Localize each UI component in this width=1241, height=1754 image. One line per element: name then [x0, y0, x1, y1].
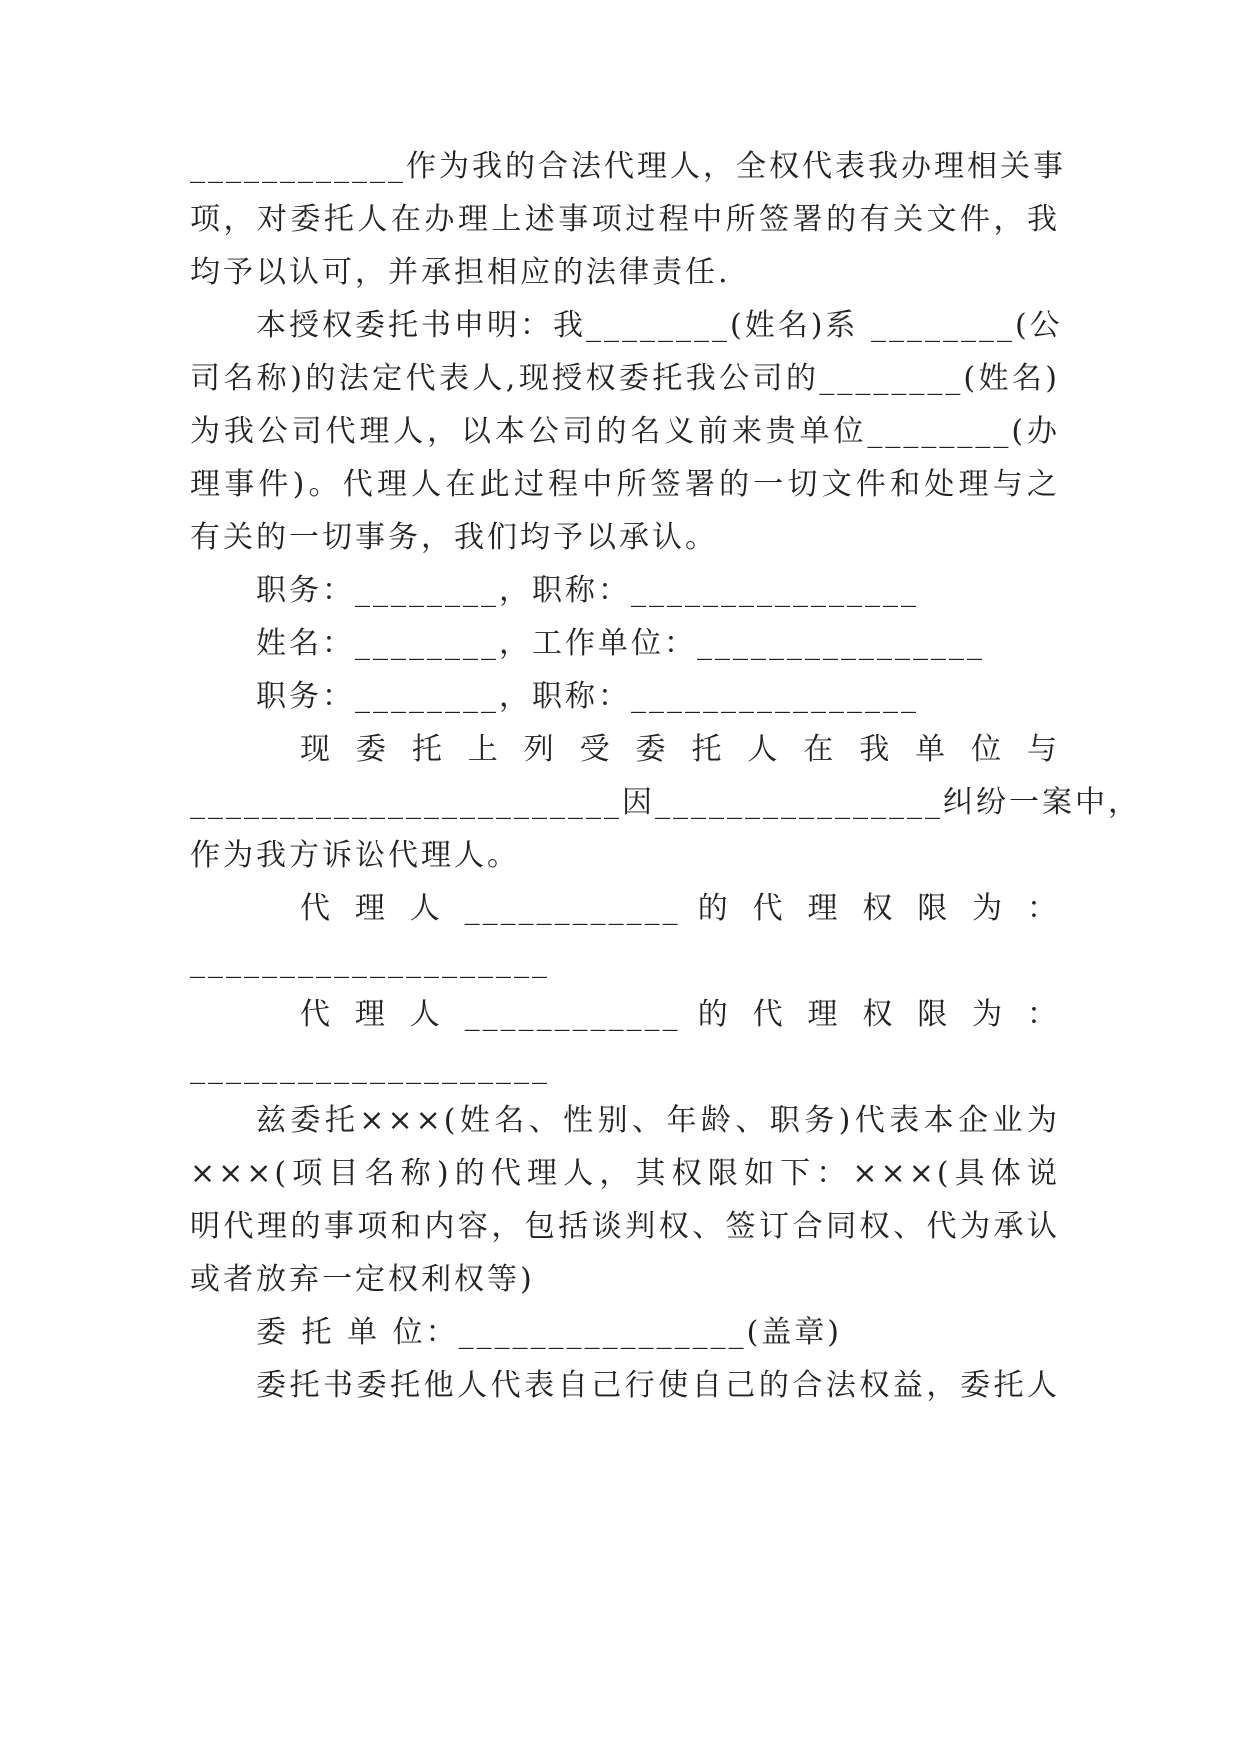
paragraph-line: 理事件)。代理人在此过程中所签署的一切文件和处理与之 — [190, 467, 1060, 502]
paragraph-line: 司名称)的法定代表人,现授权委托我公司的________(姓名) — [190, 361, 1060, 396]
paragraph-line: ________________________因________________纠纷一案中， — [190, 785, 1141, 820]
blank-line: ____________________ — [190, 944, 550, 979]
agent-authority-line: 代 理 人 ____________ 的 代 理 权 限 为 ： — [300, 891, 1060, 926]
paragraph-line: ×××(项目名称)的代理人，其权限如下：×××(具体说 — [190, 1156, 1060, 1191]
paragraph-line: 明代理的事项和内容，包括谈判权、签订合同权、代为承认 — [190, 1209, 1060, 1244]
agent-authority-line: 代 理 人 ____________ 的 代 理 权 限 为 ： — [300, 997, 1060, 1032]
blank-line: ____________________ — [190, 1050, 550, 1085]
paragraph-line: 或者放弃一定权利权等) — [190, 1262, 535, 1297]
paragraph-line: 为我公司代理人，以本公司的名义前来贵单位________(办 — [190, 414, 1060, 449]
form-line-position: 职务：________，职称：________________ — [256, 679, 919, 714]
paragraph-line: 兹委托×××(姓名、性别、年龄、职务)代表本企业为 — [256, 1103, 1060, 1138]
paragraph-line: 委托书委托他人代表自己行使自己的合法权益，委托人 — [256, 1368, 1060, 1403]
paragraph-line: 有关的一切事务，我们均予以承认。 — [190, 520, 718, 555]
form-line-name: 姓名：________，工作单位：________________ — [256, 626, 985, 661]
form-line-position: 职务：________，职称：________________ — [256, 573, 919, 608]
paragraph-line: 现 委 托 上 列 受 委 托 人 在 我 单 位 与 — [300, 732, 1060, 767]
paragraph-line: 作为我方诉讼代理人。 — [190, 838, 520, 873]
paragraph-line: 本授权委托书申明：我________(姓名)系 ________(公 — [256, 308, 1063, 343]
paragraph-line: 项，对委托人在办理上述事项过程中所签署的有关文件，我 — [190, 202, 1060, 237]
paragraph-line: 均予以认可，并承担相应的法律责任. — [190, 255, 731, 290]
entrusting-unit-line: 委 托 单 位：________________(盖章) — [256, 1315, 843, 1350]
paragraph-line: ____________作为我的合法代理人，全权代表我办理相关事 — [190, 149, 1066, 184]
